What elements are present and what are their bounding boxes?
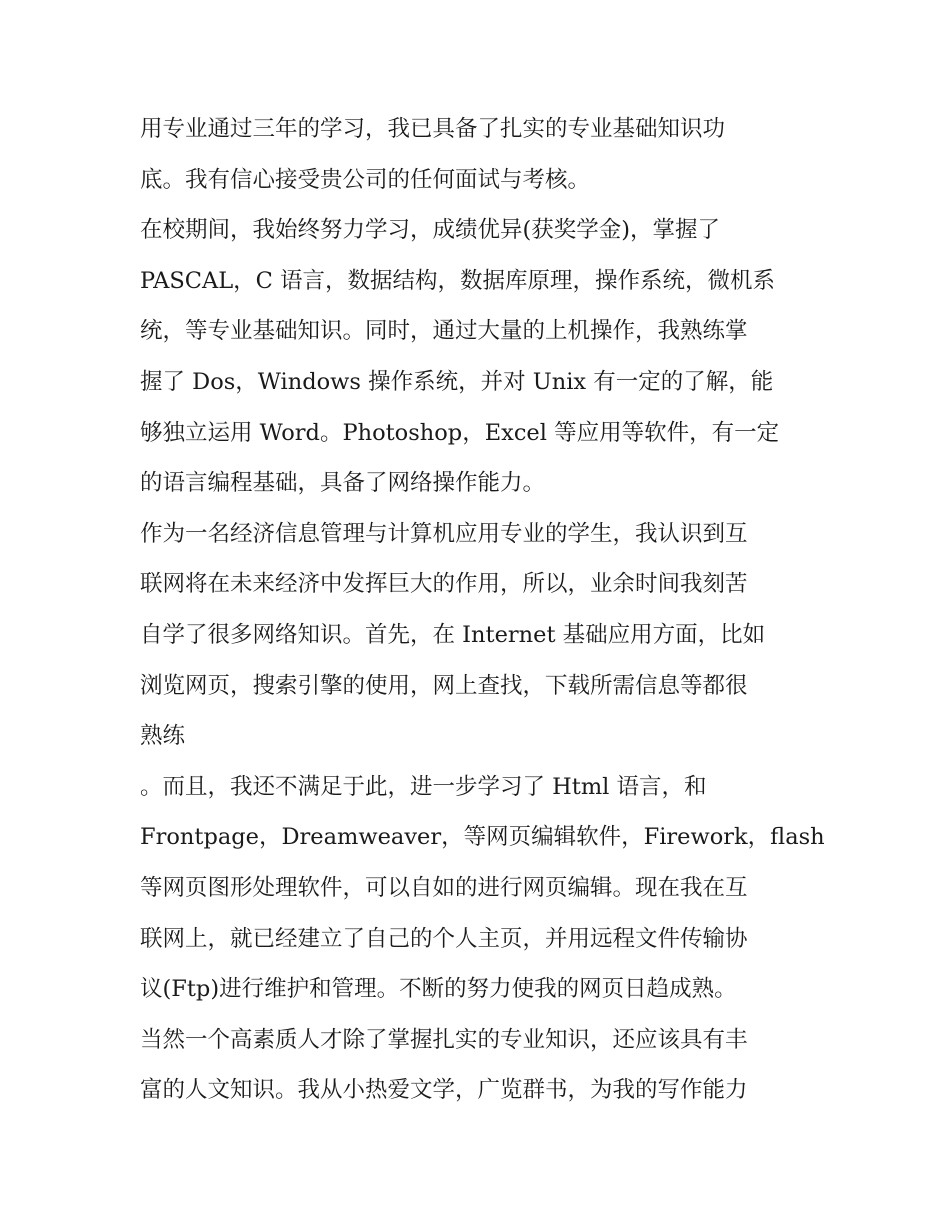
text-line: 议(Ftp)进行维护和管理。不断的努力使我的网页日趋成熟。: [140, 976, 737, 1003]
text-line: 的语言编程基础，具备了网络操作能力。: [140, 470, 546, 497]
text-line: 等网页图形处理软件，可以自如的进行网页编辑。现在我在互: [140, 874, 748, 901]
text-line: 作为一名经济信息管理与计算机应用专业的学生，我认识到互: [140, 520, 748, 547]
text-line: 富的人文知识。我从小热爱文学，广览群书，为我的写作能力: [140, 1077, 748, 1104]
text-line: 自学了很多网络知识。首先，在 Internet 基础应用方面，比如: [140, 621, 766, 648]
text-line: 底。我有信心接受贵公司的任何面试与考核。: [140, 166, 591, 193]
body-text: [140, 104, 825, 1116]
text-line: 。而且，我还不满足于此，进一步学习了 Html 语言，和: [140, 773, 707, 800]
text-line: Frontpage，Dreamweaver，等网页编辑软件，Firework，flash: [140, 824, 825, 851]
text-line: PASCAL，C 语言，数据结构，数据库原理，操作系统，微机系: [140, 267, 776, 294]
text-line: 在校期间，我始终努力学习，成绩优异(获奖学金)，掌握了: [140, 217, 721, 244]
text-line: 当然一个高素质人才除了掌握扎实的专业知识，还应该具有丰: [140, 1026, 748, 1053]
text-line: 统，等专业基础知识。同时，通过大量的上机操作，我熟练掌: [140, 318, 748, 345]
text-line: 联网上，就已经建立了自己的个人主页，并用远程文件传输协: [140, 925, 748, 952]
text-line: 浏览网页，搜索引擎的使用，网上查找，下载所需信息等都很: [140, 672, 748, 699]
text-line: 够独立运用 Word。Photoshop，Excel 等应用等软件，有一定: [140, 419, 780, 446]
text-line: 握了 Dos，Windows 操作系统，并对 Unix 有一定的了解，能: [140, 368, 774, 395]
text-line: 用专业通过三年的学习，我已具备了扎实的专业基础知识功: [140, 116, 726, 142]
text-line: 熟练: [140, 723, 186, 750]
text-line: 联网将在未来经济中发挥巨大的作用，所以，业余时间我刻苦: [140, 571, 748, 598]
